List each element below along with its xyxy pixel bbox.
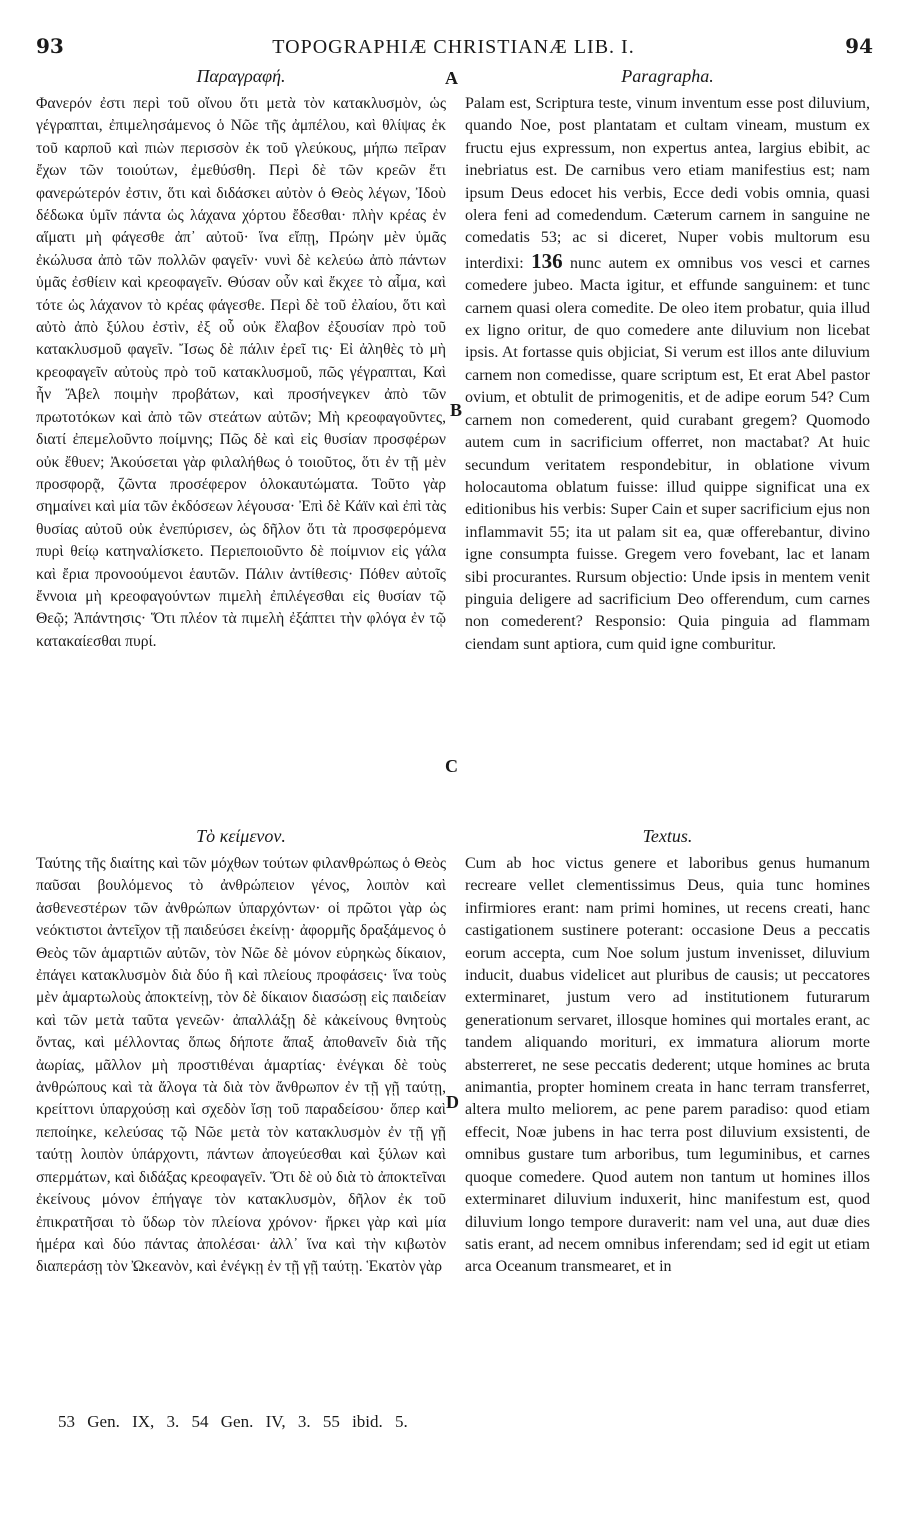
latin-text-body: Cum ab hoc victus genere et laboribus genus humanum recreare vellet clementissimus Deus, quia tunc homines infirmiores erant: nam primi homines, ut recens creati, hanc castigationem sustinere poterant: occasione Deus a peccatis eorum accepta, cum Noe solum justum invenisset, diluvium inducit, duabus videlicet aut pluribus de causis; ut peccatores exterminaret, justum vero ad institutionem futurarum generationum servaret, illosque homines qui mortales erant, ac tandem aliquando morituri, ex immatura aliorum morte absterreret, ne sese peccatis dederent; utque homines ac bruta animantia, propter hominem creata in hanc terram transferret, altera multo meliorem, ac pene parem paradiso: quod etiam effecit, Noæ jubens in hac terra post diluvium exsistenti, de omnibus gustare tum arboribus, tum leguminibus, et carnes quoque comedere. Quod autem non tantum ut homines illos exterminaret diluvium induxerit, hinc manifestum est, quod diluvium longo tempore duraverit: nam vel una, aut duæ dies satis erant, ad necem omnibus inferendam; sed id egit ut etiam arca Oceanum transmearet, et in: [465, 855, 870, 1276]
margin-letter-a: A: [445, 68, 458, 88]
margin-letter-c: C: [445, 756, 458, 776]
latin-paragrapha-part1: Palam est, Scriptura teste, vinum inventum esse post diluvium, quando Noe, post plantatam et cultam vineam, mustum ex fructu ejus expressum, non expertus antea, largius ebibit, ac inebriatus est. De carnibus vero etiam manifestius est; nam ipsum Deus edocet his verbis, Ecce dedi vobis omnia, quasi olera feni ad comedendum. Cæterum carnem in sanguine ne comedatis 53; ac si diceret, Nuper vobis multorum esu interdixi:: [465, 95, 870, 272]
running-title: TOPOGRAPHIÆ CHRISTIANÆ LIB. I.: [272, 36, 635, 58]
greek-heading-text: Τὸ κείμενον.: [196, 826, 286, 846]
greek-paragrapha: [36, 66, 446, 653]
greek-heading-paragrapha: Παραγραφή.: [196, 66, 286, 86]
margin-letter-b: B: [450, 400, 463, 420]
latin-heading-paragrapha: Paragrapha.: [621, 66, 714, 86]
page-number-left: 93: [36, 34, 64, 58]
latin-paragrapha-text: [465, 93, 870, 656]
column-marker-136: 136: [531, 248, 563, 273]
greek-text-section: [36, 826, 446, 1279]
page-number-right: 94: [845, 34, 873, 58]
footnotes: 53 Gen. IX, 3. 54 Gen. IV, 3. 55 ibid. 5.: [58, 1412, 408, 1431]
running-header: [0, 34, 907, 60]
margin-letter-d: D: [446, 1092, 459, 1112]
greek-text-body: Ταύτης τῆς διαίτης καὶ τῶν μόχθων τούτων φιλανθρώπως ὁ Θεὸς παῦσαι βουλόμενος τὸ ἀνθρώπειον γένος, λοιπὸν καὶ ἀσθενεστέρων τῶν ἀνθρώπων ὑπαρχόντων· οἱ πρῶτοι γὰρ ὡς νεόκτιστοι ἀντεῖχον τῇ παιδεύσει ἐκείνῃ· ἀφορμῆς δραξάμενος ὁ Θεὸς τῶν ἁμαρτιῶν αὐτῶν, τὸν Νῶε δὲ μόνον εὑρηκὼς δίκαιον, ἐπάγει κατακλυσμὸν διὰ δύο ἢ καὶ πλείους προφάσεις· ἵνα τοὺς μὲν ἁμαρτωλοὺς ἀποκτείνῃ, τὸν δὲ δίκαιον διασώσῃ εἰς παιδείαν καὶ τῶν μετὰ ταῦτα γενεῶν· ἀπαλλάξῃ δὲ κἀκείνους θνητοὺς ὄντας, καὶ μέλλοντας ὅπως δήποτε ἅπαξ ἀποθανεῖν διὰ τῆς ἀωρίας, μᾶλλον μὴ προστιθέναι ἁμαρτίας· ἐνέγκαι δὲ τοὺς ἀνθρώπους καὶ τὰ ἄλογα τὰ διὰ τὸν ἄνθρωπον ἐν τῇ γῇ ταύτῃ, κρείττονι ὑπαρχούσῃ καὶ σχεδὸν ἴσῃ τοῦ παραδείσου· ὅπερ καὶ πεποίηκε, κελεύσας τῷ Νῶε μετὰ τὸν κατακλυσμὸν ἐν τῇ γῇ ταύτῃ λοιπὸν ὑπάρχοντι, πάντων ἀπογεύεσθαι καὶ ξύλων καὶ σπερμάτων, καὶ διδάξας κρεοφαγεῖν. Ὅτι δὲ οὐ διὰ τὸ ἀποκτεῖναι ἐκείνους μόνον ἐπήγαγε τὸν κατακλυσμὸν, δῆλον ἐκ τοῦ ἐπικρατῆσαι τὸ ὕδωρ τὸν πλείονα χρόνον· ἤρκει γὰρ καὶ μία ἡμέρα καὶ δύο πάντας ἀπολέσαι· ἀλλ᾿ ἵνα καὶ τὴν κιβωτὸν διαπεράσῃ τὸν Ὠκεανὸν, καὶ ἐνέγκῃ ἐν τῇ γῇ ταύτῃ. Ἑκατὸν γὰρ: [36, 855, 446, 1276]
greek-paragrapha-text: Φανερόν ἐστι περὶ τοῦ οἴνου ὅτι μετὰ τὸν κατακλυσμὸν, ὡς γέγραπται, ἐπιμελησάμενος ὁ Νῶε τῆς ἀμπέλου, καὶ θλίψας ἐκ τοῦ καρποῦ καὶ πιὼν περισσὸν ἐκ τοῦ γλεύκους, μήπω πεῖραν ἔχων τῶν τοιούτων, ἐμεθύσθη. Περὶ δὲ τῶν κρεῶν ἔτι φανερώτερόν ἐστιν, ὅτι καὶ διδάσκει αὐτὸν ὁ Θεὸς λέγων, Ἰδοὺ δέδωκα ὑμῖν πάντα ὡς λάχανα χόρτου ἔδεσθαι· πλὴν κρέας ἐν αἵματι μὴ φάγεσθε ἀπ᾿ αὐτοῦ· ἵνα εἴπῃ, Πρώην μὲν ὑμᾶς ἐκώλυσα ἀπὸ τῶν πολλῶν φαγεῖν· νυνὶ δὲ κελεύω ἀπὸ πάντων ὑμᾶς ἐσθίειν καὶ κρεοφαγεῖν. Θύσαν οὖν καὶ ἔκχεε τὸ αἷμα, καὶ τότε ὡς λάχανον τὸ κρέας φάγεσθε. Περὶ δὲ τοῦ ἐλαίου, ὅτι καὶ αὐτὸ ἀπὸ ξύλου ἐστὶν, ἐξ οὗ οὐκ ἔλαβον ἐξουσίαν πρὸ τοῦ κατακλυσμοῦ φαγεῖν. Ἴσως δὲ πάλιν ἐρεῖ τις· Εἰ ἀληθὲς τὸ μὴ κρεοφαγεῖν αὐτοὺς πρὸ τοῦ κατακλυσμοῦ, πῶς γέγραπται, Καὶ ἦν Ἄβελ ποιμὴν προβάτων, καὶ προσήνεγκεν ἀπὸ τῶν πρωτοτόκων καὶ ἀπὸ τῶν στεάτων αὐτῶν; Μὴ κρεοφαγοῦντες, διατί ἐπεμελοῦντο ποίμνης; Πῶς δὲ καὶ εἰς θυσίαν προσφέρων οὐκ ἔθυεν; Ἀκούσεται γὰρ φιλαλήθως ὁ τοιοῦτος, ὅτι ἐν τῇ μὲν προσφορᾷ, ζῶντα προσέφερον ὁλοκαυτώματα. Τοῦτο γὰρ σημαίνει καὶ μία τῶν ἐκδόσεων λέγουσα· Ἐπὶ δὲ Κάϊν καὶ ἐπὶ τὰς θυσίας αὐτοῦ οὐκ ἐνεπύρισεν, ὡς δῆλον ὅτι τὰ προσφερόμενα πυρὶ θείῳ κατηναλίσκετο. Περιεποιοῦντο δὲ ποίμνιον εἰς γάλα καὶ ἔρια προνοούμενοι ἑαυτῶν. Πάλιν ἀντίθεσις· Πόθεν αὐτοῖς ἔννοια μὴ κρεοφαγούντων πιμελὴ ἐπιλέγεσθαι εἰς θυσίαν τῷ Θεῷ; Ἀπάντησις· Ὅτι πλέον τὰ πιμελὴ ἐξάπτει τὴν φλόγα ἐν τῷ κατακαίεσθαι πυρί.: [36, 95, 446, 650]
latin-paragrapha: [465, 66, 870, 656]
latin-paragrapha-part2: nunc autem ex omnibus vos vesci et carnes comedere jubeo. Macta igitur, et effunde sanguinem: et tunc carnem quasi olera comedite. De oleo item probatur, quia illud ex ligno oritur, de quo comedere ante diluvium non licebat ipsis. At fortasse quis objiciat, Si verum est illos ante diluvium carnem non comedisse, quare scriptum est, Et erat Abel pastor ovium, et obtulit de primogenitis, et de adipe eorum 54? Cum carnem non comederent, quid curabant gregem? Quomodo autem cum in sacrificium offerret, non mactabat? At huic secundum veritatem respondebitur, in oblatione vivum holocautoma oblatum fuisse: illud quippe significat una ex editionibus his verbis: Super Cain et super sacrificium ejus non inflammavit 55; ita ut palam sit ea, quæ offerebantur, divino igne consumpta fuisse. Gregem vero fovebant, lac et lanam sibi procurantes. Rursum objectio: Unde ipsis in mentem venit pinguia deligere ad sacrificium Deo offerendum, cum carnes non comederent? Responsio: Quia pinguia ad flammam ciendam sunt aptiora, cum quid igne comburitur.: [465, 254, 871, 653]
latin-heading-text: Textus.: [642, 826, 693, 846]
latin-text-section: [465, 826, 870, 1279]
